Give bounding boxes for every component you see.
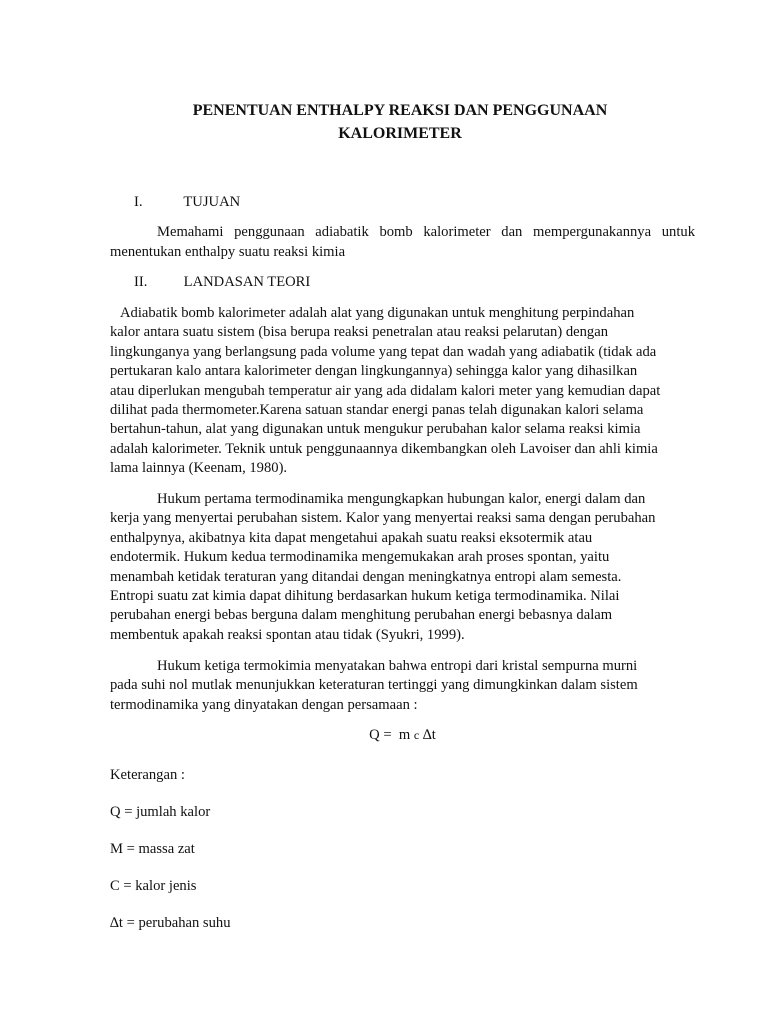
section-number: II. [134,274,148,290]
equation-delta-t: ∆t [422,727,436,743]
heat-equation [110,727,695,744]
text-line: pada suhi nol mutlak menunjukkan keteraturan tertinggi yang dimungkinkan dalam sistem [110,677,638,694]
text-line: Hukum ketiga termokimia menyatakan bahwa entropi dari kristal sempurna murni [157,658,638,674]
section-title: TUJUAN [183,194,241,210]
text-line: Entropi suatu zat kimia dapat dihitung berdasarkan hukum ketiga termodinamika. Nilai [110,588,620,605]
text-line: enthalpynya, akibatnya kita dapat mengetahui apakah suatu reaksi eksotermik atau [110,529,593,546]
section-number: I. [134,194,143,210]
text-line: endotermik. Hukum kedua termodinamika mengemukakan arah proses spontan, yaitu [110,549,610,566]
text-line: adalah kalorimeter. Teknik untuk penggunaannya dikembangkan oleh Lavoiser dan ahli kimia [110,440,658,457]
text-line: menambah ketidak teraturan yang ditandai dengan meningkatnya entropi alam semesta. [110,568,622,585]
text-line: membentuk apakah reaksi spontan atau tidak (Syukri, 1999). [110,626,465,643]
note-item-delta-t: ∆t = perubahan suhu [110,915,231,931]
equation-specific-heat: c [413,728,420,742]
note-item-c: C = kalor jenis [110,878,197,894]
objective-paragraph: Memahami penggunaan adiabatik bomb kalorimeter dan mempergunakannya untuk menentukan enthalpy suatu reaksi kimia [110,224,695,260]
text-line: kalor antara suatu sistem (bisa berupa reaksi penetralan atau reaksi pelarutan) dengan [110,324,608,341]
text-line: Hukum pertama termodinamika mengungkapkan hubungan kalor, energi dalam dan [157,491,646,507]
text-line: Adiabatik bomb kalorimeter adalah alat yang digunakan untuk menghitung perpindahan [120,305,635,321]
text-line: bertahun-tahun, alat yang digunakan untuk mengukur perubahan kalor selama reaksi kimia [110,421,641,438]
text-line: termodinamika yang dinyatakan dengan persamaan : [110,696,418,713]
text-line: lingkunganya yang berlangsung pada volume yang tepat dan wadah yang adiabatik (tidak ada [110,343,657,360]
section-heading-landasan-teori [134,273,310,291]
section-heading-tujuan [134,193,240,211]
title-line-1: PENENTUAN ENTHALPY REAKSI DAN PENGGUNAAN [192,102,608,119]
theory-paragraph-1 [110,304,695,479]
text-line: kerja yang menyertai perubahan sistem. Kalor yang menyertai reaksi sama dengan perubahan [110,510,656,527]
title-line-2: KALORIMETER [338,125,462,142]
theory-paragraph-2 [110,490,695,645]
equation-left: Q = [369,727,392,743]
text-line: perubahan energi bebas berguna dalam menghitung perubahan energi bebasnya dalam [110,607,613,624]
section-title: LANDASAN TEORI [183,274,311,290]
theory-paragraph-3 [110,657,695,715]
text-line: atau diperlukan mengubah temperatur air yang ada didalam kalori meter yang kemudian dapat [110,382,661,399]
document-title [150,99,650,145]
text-line: pertukaran kalo antara kalorimeter dengan lingkungannya) sehingga kalor yang dihasilkan [110,363,638,380]
equation-mass: m [398,727,411,743]
text-line: dilihat pada thermometer.Karena satuan standar energi panas telah digunakan kalori selama [110,402,644,419]
note-item-m: M = massa zat [110,841,195,857]
note-item-q: Q = jumlah kalor [110,804,211,820]
text-line: lama lainnya (Keenam, 1980). [110,460,288,477]
notes-label: Keterangan : [110,767,185,783]
